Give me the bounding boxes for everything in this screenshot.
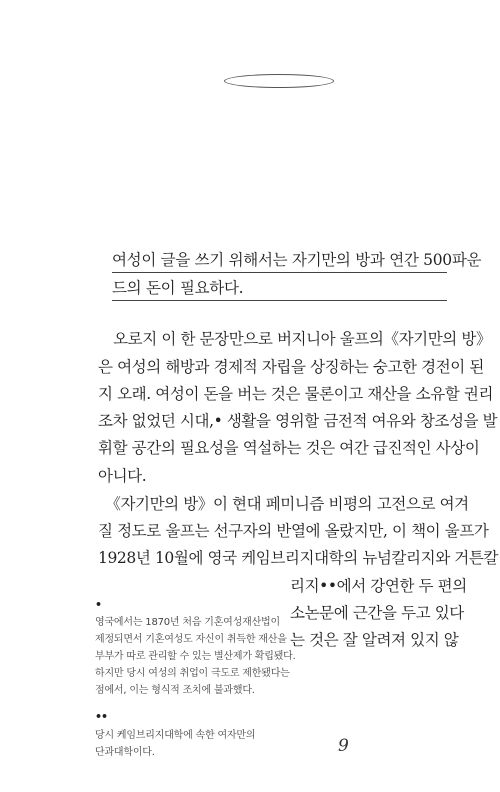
footnote-2-line: 단과대학이다.	[95, 747, 155, 758]
footnote-1-line: 영국에서는 1870년 처음 기혼여성재산법이	[95, 617, 280, 628]
body-line-right: 는 것은 잘 알려져 있지 않	[290, 631, 459, 649]
quote-line-2: 드의 돈이 필요하다.	[112, 279, 244, 297]
quote-line-1: 여성이 글을 쓰기 위해서는 자기만의 방과 연간 500파운	[112, 251, 482, 269]
footnote-1-line: 점에서, 이는 형식적 조치에 불과했다.	[95, 685, 255, 696]
body-line: 지 오래. 여성이 돈을 버는 것은 물론이고 재산을 소유할 권리	[98, 385, 494, 403]
body-line: 오로지 이 한 문장만으로 버지니아 울프의《자기만의 방》	[98, 330, 492, 348]
body-line: 조차 없었던 시대,• 생활을 영위할 금전적 여유와 창조성을 발	[98, 412, 498, 430]
page-number: 9	[338, 736, 349, 756]
footnote-2-line: 당시 케임브리지대학에 속한 여자만의	[95, 730, 256, 741]
decorative-ellipse-ornament	[224, 74, 334, 88]
footnote-mark-2: ••	[95, 710, 108, 723]
body-line: 휘할 공간의 필요성을 역설하는 것은 여간 급진적인 사상이	[98, 439, 480, 457]
footnote-1-line: 하지만 당시 여성의 취업이 극도로 제한됐다는	[95, 668, 290, 679]
quote-underline-2	[112, 300, 447, 301]
body-line-right: 리지••에서 강연한 두 편의	[290, 577, 467, 595]
footnote-mark-1: •	[95, 598, 102, 611]
body-line: 질 정도로 울프는 선구자의 반열에 올랐지만, 이 책이 울프가	[98, 522, 489, 540]
body-line: 1928년 10월에 영국 케임브리지대학의 뉴넘칼리지와 거튼칼	[98, 549, 499, 567]
footnote-1-line: 제정되면서 기혼여성도 자신이 취득한 재산을	[95, 634, 287, 645]
body-line: 《자기만의 방》이 현대 페미니즘 비평의 고전으로 여겨	[98, 495, 469, 513]
footnote-1-line: 부부가 따로 관리할 수 있는 별산제가 확립됐다.	[95, 651, 296, 662]
body-line-right: 소논문에 근간을 두고 있다	[290, 604, 464, 622]
body-line: 아니다.	[98, 467, 147, 485]
body-line: 은 여성의 해방과 경제적 자립을 상징하는 숭고한 경전이 된	[98, 358, 484, 376]
quote-underline-1	[112, 272, 447, 273]
